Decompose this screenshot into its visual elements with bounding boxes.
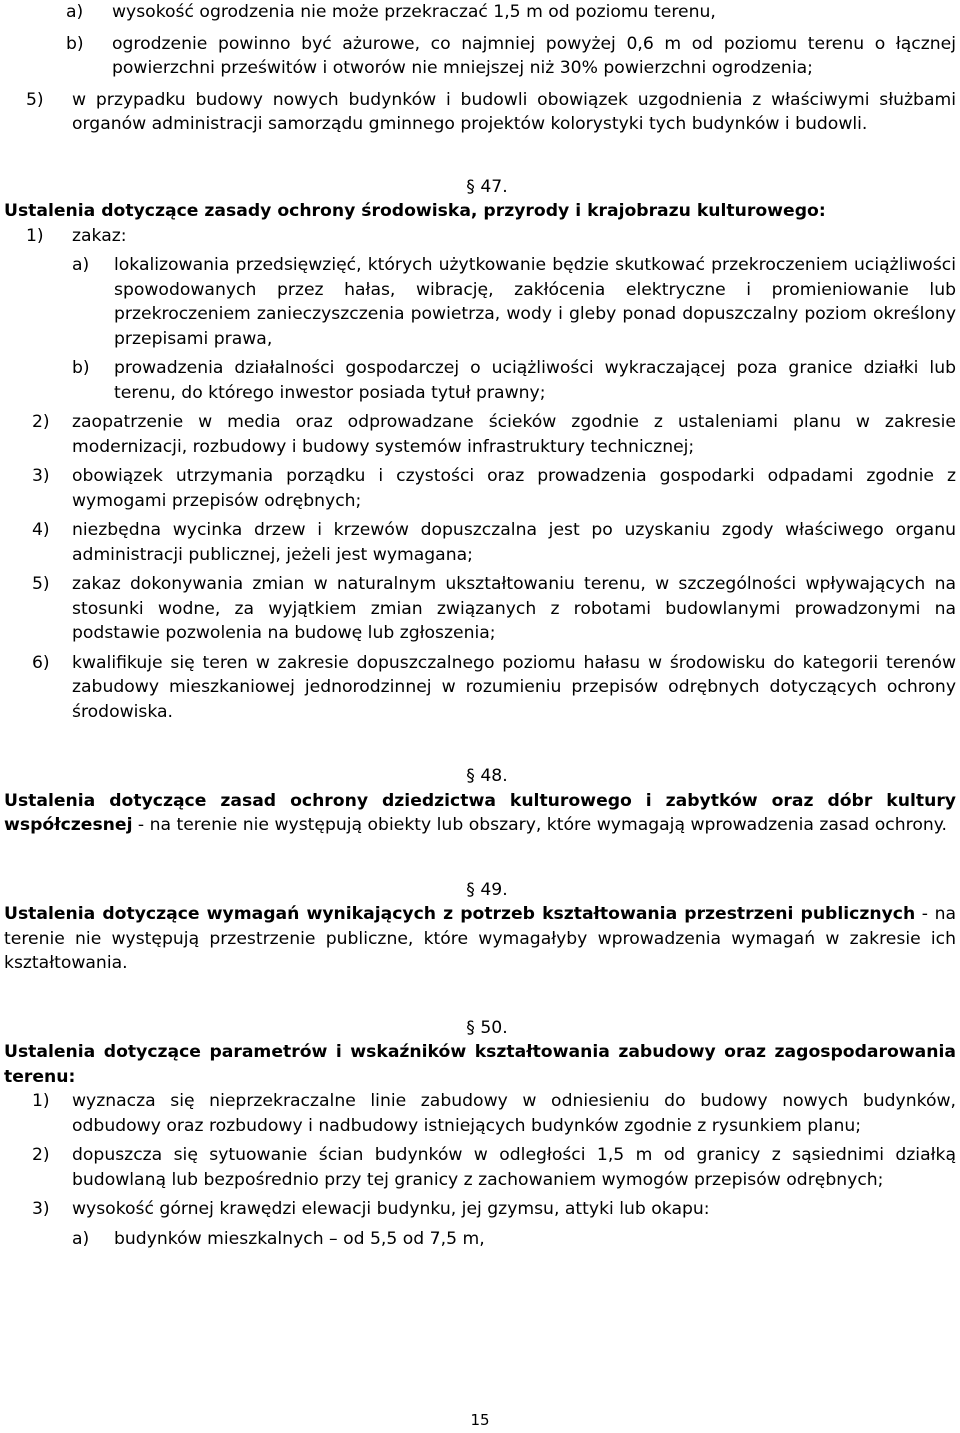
list-item (4, 651, 956, 725)
item-marker: 5) (32, 574, 50, 594)
section-paragraph (4, 902, 956, 976)
list-item (4, 88, 956, 137)
item-marker: 3) (32, 1199, 50, 1219)
list-item (4, 1143, 956, 1192)
list-item (4, 1227, 956, 1252)
item-text: wysokość ogrodzenia nie może przekraczać 1,5 m od poziomu terenu, (112, 2, 716, 22)
item-text: wysokość górnej krawędzi elewacji budynku, jej gzymsu, attyki lub okapu: (72, 1199, 710, 1219)
item-marker: 1) (26, 225, 44, 246)
item-marker: a) (72, 1228, 90, 1249)
item-text: zakaz: (72, 225, 127, 246)
item-text: kwalifikuje się teren w zakresie dopuszczalnego poziomu hałasu w środowisku do kategorii terenów zabudowy mieszkaniowej jednorodzinnej w rozumieniu przepisów odrębnych dotyczących ochrony środowiska. (72, 652, 956, 722)
section-heading: Ustalenia dotyczące zasad ochrony dziedzictwa kulturowego i zabytków oraz dóbr kultury współczesnej (4, 790, 956, 835)
item-text: zaopatrzenie w media oraz odprowadzane ścieków zgodnie z ustaleniami planu w zakresie modernizacji, rozbudowy i budowy systemów infrastruktury technicznej; (72, 412, 956, 457)
list-item (4, 0, 956, 25)
item-marker: 4) (32, 520, 50, 540)
list-item (4, 32, 956, 81)
item-text: budynków mieszkalnych – od 5,5 od 7,5 m, (114, 1228, 485, 1249)
item-text: obowiązek utrzymania porządku i czystości oraz prowadzenia gospodarki odpadami zgodnie z wymogami przepisów odrębnych; (72, 466, 956, 511)
list-item (4, 224, 956, 249)
item-text: niezbędna wycinka drzew i krzewów dopuszczalna jest po uzyskaniu zgody właściwego organu administracji publicznej, jeżeli jest wymagana; (72, 520, 956, 565)
list-item (4, 518, 956, 567)
list-item (4, 253, 956, 351)
list-item (4, 356, 956, 405)
item-marker: a) (66, 2, 84, 22)
section-number: § 48. (466, 766, 508, 786)
item-marker: b) (72, 358, 90, 378)
section-heading: Ustalenia dotyczące wymagań wynikających z potrzeb kształtowania przestrzeni publicznych (4, 904, 916, 924)
item-marker: 2) (32, 1145, 50, 1165)
item-text: lokalizowania przedsięwzięć, których użytkowanie będzie skutkować przekroczeniem uciążliwości spowodowanych przez hałas, wibrację, zakłócenia elektryczne i promieniowanie lub przekroczeniem zanieczyszczenia powietrza, wody i gleby ponad dopuszczalny poziom określony przepisami prawa, (114, 255, 956, 349)
section-text: - na terenie nie występują obiekty lub obszary, które wymagają wprowadzenia zasad ochrony. (132, 815, 947, 835)
section-paragraph (4, 789, 956, 838)
item-text: wyznacza się nieprzekraczalne linie zabudowy w odniesieniu do budowy nowych budynków, odbudowy oraz rozbudowy i nadbudowy istniejących budynków zgodnie z rysunkiem planu; (72, 1091, 956, 1136)
section-number: § 47. (466, 176, 508, 197)
list-item (4, 1197, 956, 1222)
section-heading: Ustalenia dotyczące parametrów i wskaźników kształtowania zabudowy oraz zagospodarowania terenu: (4, 1042, 956, 1087)
list-item (4, 464, 956, 513)
item-marker: b) (66, 33, 84, 54)
list-item (4, 572, 956, 646)
item-marker: 2) (32, 412, 50, 432)
item-marker: 6) (32, 652, 50, 673)
item-marker: a) (72, 255, 90, 275)
item-marker: 3) (32, 466, 50, 486)
item-text: w przypadku budowy nowych budynków i budowli obowiązek uzgodnienia z właściwymi służbami organów administracji samorządu gminnego projektów kolorystyki tych budynków i budowli. (72, 89, 956, 134)
section-number: § 49. (466, 879, 508, 900)
item-text: zakaz dokonywania zmian w naturalnym ukształtowaniu terenu, w szczególności wpływających na stosunki wodne, za wyjątkiem zmian związanych z robotami budowlanymi prowadzonymi na podstawie pozwolenia na budowę lub zgłoszenia; (72, 574, 956, 643)
item-text: dopuszcza się sytuowanie ścian budynków w odległości 1,5 m od granicy z sąsiednimi działką budowlaną lub bezpośrednio przy tej granicy z zachowaniem wymogów przepisów odrębnych; (72, 1145, 956, 1190)
document-page (4, 0, 956, 1251)
section-heading: Ustalenia dotyczące zasady ochrony środowiska, przyrody i krajobrazu kulturowego: (4, 201, 826, 221)
page-number: 15 (470, 1411, 490, 1429)
section-number: § 50. (466, 1017, 508, 1038)
item-text: prowadzenia działalności gospodarczej o uciążliwości wykraczającej poza granice działki lub terenu, do którego inwestor posiada tytuł prawny; (114, 358, 956, 403)
item-text: ogrodzenie powinno być ażurowe, co najmniej powyżej 0,6 m od poziomu terenu o łącznej powierzchni prześwitów i otworów nie mniejszej niż 30% powierzchni ogrodzenia; (112, 33, 956, 78)
list-item (4, 410, 956, 459)
item-marker: 1) (32, 1091, 50, 1111)
item-marker: 5) (26, 89, 44, 110)
section-text: - na terenie nie występują przestrzenie publiczne, które wymagałyby wprowadzenia wymagań w zakresie ich kształtowania. (4, 904, 956, 973)
list-item (4, 1089, 956, 1138)
